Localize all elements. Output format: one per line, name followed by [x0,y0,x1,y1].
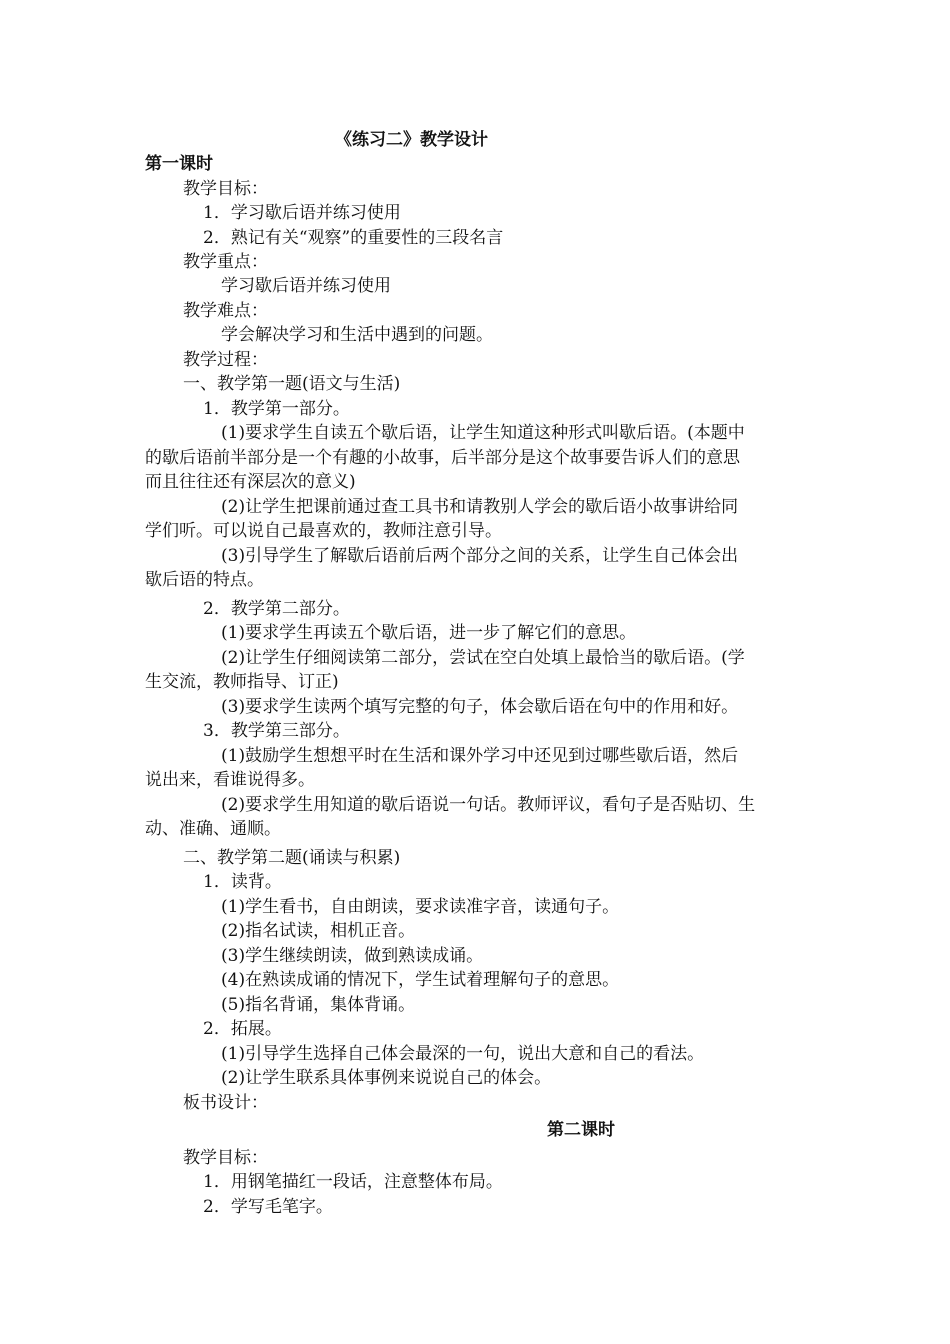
text-line: 1．教学第一部分。 [203,399,350,419]
text-line: 2．教学第二部分。 [203,599,350,619]
lesson-2-heading: 第二课时 [547,1120,615,1140]
text-line: 2．拓展。 [203,1019,282,1039]
text-line: (3)要求学生读两个填写完整的句子，体会歇后语在句中的作用和好。 [221,697,739,717]
text-line: 学们听。可以说自己最喜欢的，教师注意引导。 [145,521,502,541]
text-line: 1．学习歇后语并练习使用 [203,203,401,223]
text-line: 学会解决学习和生活中遇到的问题。 [221,325,493,345]
text-line: 教学重点： [183,252,268,272]
text-line: 歇后语的特点。 [145,570,264,590]
text-line: 1．用钢笔描红一段话，注意整体布局。 [203,1172,503,1192]
text-line: 动、准确、通顺。 [145,819,281,839]
text-line: 教学过程： [183,350,268,370]
text-line: 学习歇后语并练习使用 [221,276,391,296]
text-line: 2．熟记有关“观察”的重要性的三段名言 [203,228,504,248]
text-line: (1)要求学生再读五个歇后语，进一步了解它们的意思。 [221,623,637,643]
text-line: 教学目标： [183,179,268,199]
document-title: 《练习二》教学设计 [335,130,488,150]
text-line: (5)指名背诵，集体背诵。 [221,995,416,1015]
text-line: (2)让学生仔细阅读第二部分，尝试在空白处填上最恰当的歇后语。(学 [221,648,745,668]
text-line: 而且往往还有深层次的意义) [145,472,356,492]
text-line: 二、教学第二题(诵读与积累) [183,848,401,868]
text-line: (3)引导学生了解歇后语前后两个部分之间的关系，让学生自己体会出 [221,546,739,566]
text-line: 一、教学第一题(语文与生活) [183,374,401,394]
text-line: (1)引导学生选择自己体会最深的一句，说出大意和自己的看法。 [221,1044,705,1064]
lesson-1-heading: 第一课时 [145,154,213,174]
text-line: 教学目标： [183,1148,268,1168]
text-line: 1．读背。 [203,872,282,892]
text-line: (2)指名试读，相机正音。 [221,921,416,941]
text-line: (1)鼓励学生想想平时在生活和课外学习中还见到过哪些歇后语，然后 [221,746,739,766]
text-line: 板书设计： [183,1093,268,1113]
text-line: 3．教学第三部分。 [203,721,350,741]
text-line: (3)学生继续朗读，做到熟读成诵。 [221,946,484,966]
text-line: (4)在熟读成诵的情况下，学生试着理解句子的意思。 [221,970,620,990]
text-line: (2)让学生把课前通过查工具书和请教别人学会的歇后语小故事讲给同 [221,497,739,517]
text-line: (2)让学生联系具体事例来说说自己的体会。 [221,1068,552,1088]
text-line: 教学难点： [183,301,268,321]
text-line: 2．学写毛笔字。 [203,1197,333,1217]
text-line: 的歇后语前半部分是一个有趣的小故事，后半部分是这个故事要告诉人们的意思 [145,448,740,468]
text-line: 说出来，看谁说得多。 [145,770,315,790]
text-line: (1)要求学生自读五个歇后语，让学生知道这种形式叫歇后语。(本题中 [221,423,745,443]
text-line: (2)要求学生用知道的歇后语说一句话。教师评议，看句子是否贴切、生 [221,795,756,815]
text-line: 生交流，教师指导、订正) [145,672,339,692]
text-line: (1)学生看书，自由朗读，要求读准字音，读通句子。 [221,897,620,917]
